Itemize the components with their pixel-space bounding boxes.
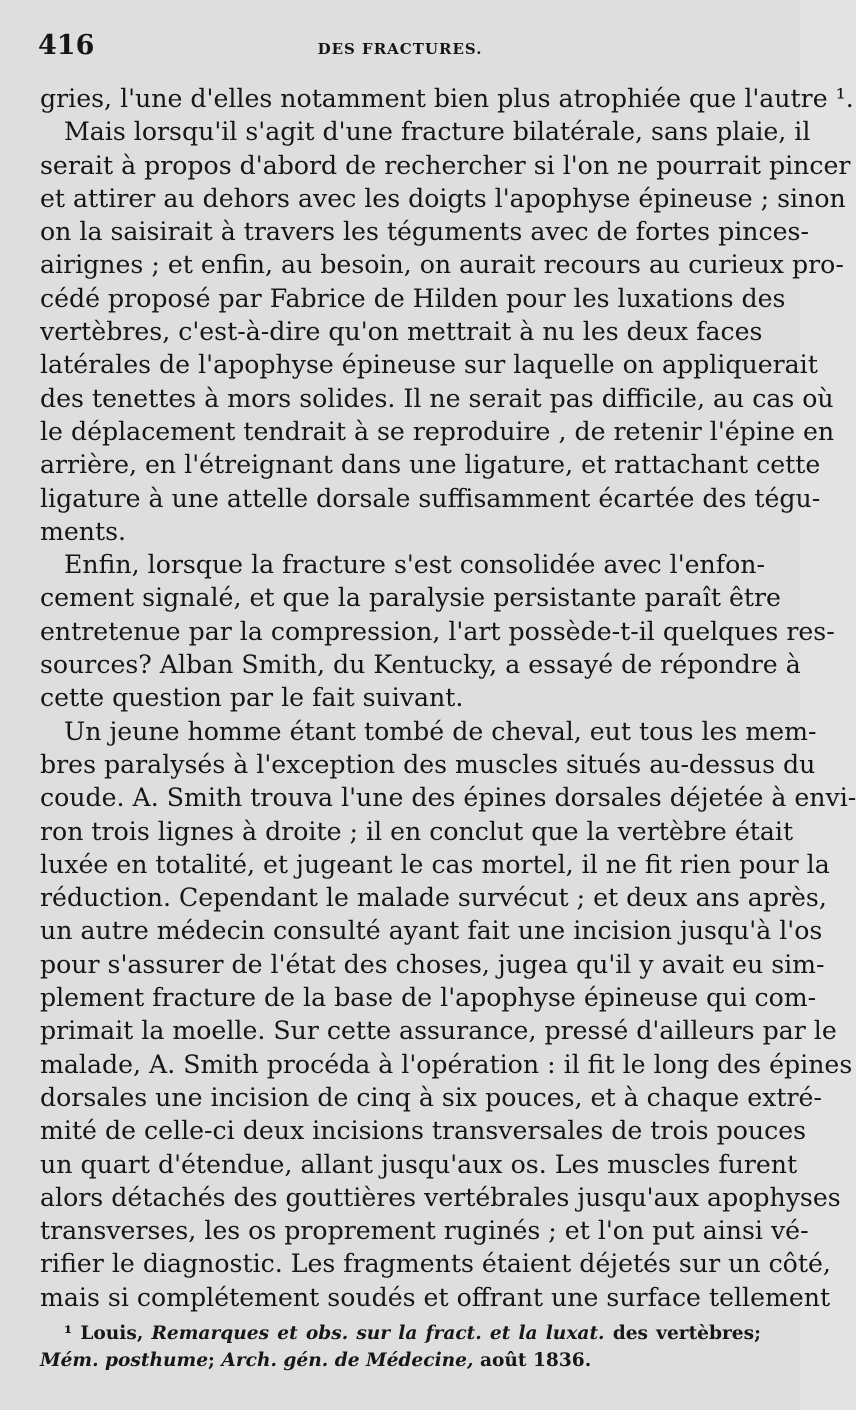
text-line: entretenue par la compression, l'art possède-t-il quelques res- (40, 616, 835, 646)
text-line: et attirer au dehors avec les doigts l'apophyse épineuse ; sinon (40, 183, 846, 213)
footnote-journal: Arch. gén. de Médecine, (221, 1350, 474, 1371)
text-line: pour s'assurer de l'état des choses, jugea qu'il y avait eu sim- (40, 949, 825, 979)
footnote-title: Remarques et obs. sur la fract. et la luxat. (151, 1323, 605, 1344)
text-line: réduction. Cependant le malade survécut ; et deux ans après, (40, 883, 827, 913)
text-line: des tenettes à mors solides. Il ne serait pas difficile, au cas où (40, 383, 834, 413)
footnote-text: des vertèbres; (612, 1323, 761, 1344)
text-line: arrière, en l'étreignant dans une ligature, et rattachant cette (40, 450, 821, 480)
text-line: airignes ; et enfin, au besoin, on aurait recours au curieux pro- (40, 250, 844, 280)
text-line: malade, A. Smith procéda à l'opération : il fit le long des épines (40, 1049, 853, 1079)
footnote-marker: ¹ (64, 1323, 73, 1344)
text-line: ments. (40, 516, 127, 546)
body-text (40, 82, 856, 1314)
text-line: cédé proposé par Fabrice de Hilden pour les luxations des (40, 283, 786, 313)
text-line: transverses, les os proprement ruginés ; et l'on put ainsi vé- (40, 1216, 809, 1246)
text-line: coude. A. Smith trouva l'une des épines dorsales déjetée à envi- (40, 783, 856, 813)
footnote-line (40, 1347, 761, 1374)
footnote-line (40, 1320, 761, 1347)
footnote-title-cont: Mém. posthume (40, 1350, 209, 1371)
text-line: cette question par le fait suivant. (40, 683, 464, 713)
text-line: Mais lorsqu'il s'agit d'une fracture bilatérale, sans plaie, il (64, 117, 811, 147)
footnote-separator: ; (208, 1350, 215, 1371)
text-line: cement signalé, et que la paralysie persistante paraît être (40, 583, 781, 613)
text-line: on la saisirait à travers les téguments avec de fortes pinces- (40, 217, 809, 247)
text-line: sources? Alban Smith, du Kentucky, a essayé de répondre à (40, 650, 801, 680)
footnote (40, 1320, 761, 1374)
page-number: 416 (38, 30, 95, 61)
text-line: gries, l'une d'elles notamment bien plus atrophiée que l'autre ¹. (40, 84, 854, 113)
text-line: mité de celle-ci deux incisions transversales de trois pouces (40, 1116, 807, 1146)
text-line: plement fracture de la base de l'apophyse épineuse qui com- (40, 983, 817, 1013)
text-line: serait à propos d'abord de rechercher si l'on ne pourrait pincer (40, 150, 851, 180)
footnote-author: Louis, (80, 1323, 144, 1344)
text-line: alors détachés des gouttières vertébrales jusqu'aux apophyses (40, 1182, 841, 1212)
text-line: rifier le diagnostic. Les fragments étaient déjetés sur un côté, (40, 1249, 831, 1279)
text-line: vertèbres, c'est-à-dire qu'on mettrait à nu les deux faces (40, 317, 763, 347)
text-line: Enfin, lorsque la fracture s'est consolidée avec l'enfon- (64, 550, 765, 580)
text-line: ligature à une attelle dorsale suffisamment écartée des tégu- (40, 483, 821, 513)
footnote-date: août 1836. (479, 1350, 592, 1371)
text-line: Un jeune homme étant tombé de cheval, eut tous les mem- (64, 716, 817, 746)
text-line: primait la moelle. Sur cette assurance, pressé d'ailleurs par le (40, 1016, 837, 1046)
text-line: dorsales une incision de cinq à six pouces, et à chaque extré- (40, 1082, 822, 1112)
text-line: ron trois lignes à droite ; il en conclut que la vertèbre était (40, 816, 794, 846)
text-line: un quart d'étendue, allant jusqu'aux os. Les muscles furent (40, 1149, 798, 1179)
text-line: luxée en totalité, et jugeant le cas mortel, il ne fit rien pour la (40, 849, 830, 879)
text-line: le déplacement tendrait à se reproduire , de retenir l'épine en (40, 416, 835, 446)
running-head: DES FRACTURES. (317, 40, 483, 58)
text-line: un autre médecin consulté ayant fait une incision jusqu'à l'os (40, 916, 823, 946)
text-line: bres paralysés à l'exception des muscles situés au-dessus du (40, 749, 816, 779)
text-line: mais si complétement soudés et offrant une surface tellement (40, 1282, 831, 1312)
text-line: latérales de l'apophyse épineuse sur laquelle on appliquerait (40, 350, 818, 380)
